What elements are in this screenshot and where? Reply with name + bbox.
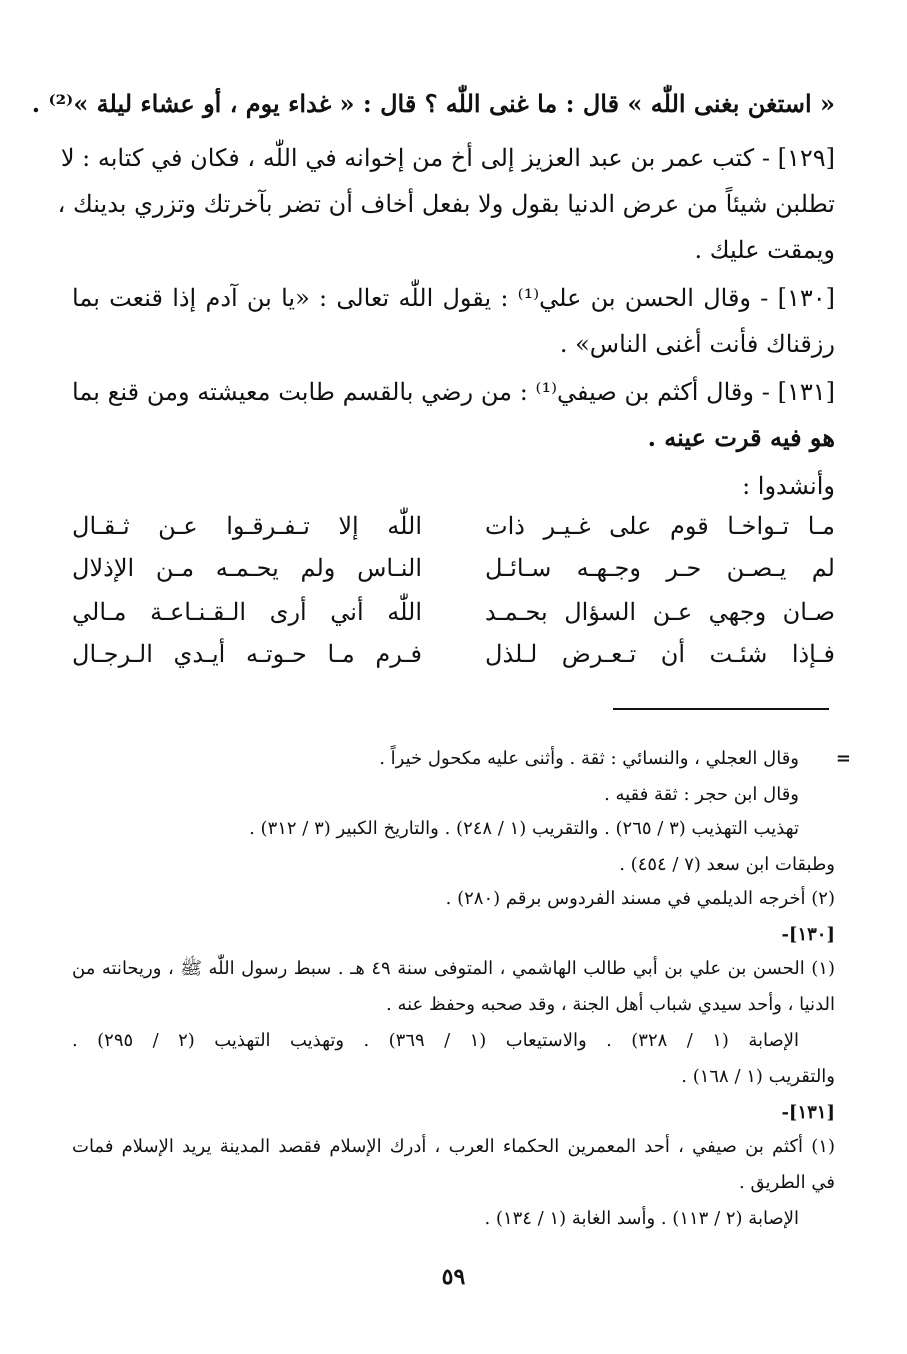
- entry-129-line: تطلبن شيئاً من عرض الدنيا بقول ولا بفعل أخاف أن تضر بآخرتك وتزري بدينك ،: [57, 190, 835, 218]
- footnote-line: الإصابة (١ / ٣٢٨) . والاستيعاب (١ / ٣٦٩) . وتهذيب التهذيب (٢ / ٢٩٥) .: [72, 1030, 800, 1051]
- verse-first-hemistich: مـا تـواخـا قوم على غـيـر ذات: [485, 512, 835, 540]
- poem-verse: [72, 634, 835, 674]
- footnote-line: (١) أكثم بن صيفي ، أحد المعمرين الحكماء العرب ، أدرك الإسلام فقصد المدينة يريد الإسلام فمات: [72, 1136, 835, 1157]
- poem-verse: [72, 506, 835, 546]
- footnote-line: والتقريب (١ / ١٦٨) .: [681, 1066, 835, 1087]
- entry-130-line: [١٣٠] - وقال الحسن بن علي⁽¹⁾ : يقول اللّٰه تعالى : «يا بن آدم إذا قنعت بما: [72, 284, 835, 312]
- verse-second-hemistich: فـرم مـا حـوتـه أيـدي الـرجـال: [72, 640, 422, 668]
- footnote-line: وقال العجلي ، والنسائي : ثقة . وأثنى عليه مكحول خيراً .: [379, 748, 799, 769]
- verse-second-hemistich: اللّٰه أني أرى الـقـنـاعـة مـالي: [72, 598, 422, 626]
- poem-intro: وأنشدوا :: [742, 472, 835, 500]
- verse-second-hemistich: اللّٰه إلا تـفـرقـوا عـن ثـقـال: [72, 512, 422, 540]
- footnote-divider: [613, 708, 829, 710]
- verse-first-hemistich: صـان وجهي عـن السؤال بحـمـد: [485, 598, 835, 626]
- footnote-section-heading: [١٣٠]-: [781, 924, 835, 945]
- footnote-line: تهذيب التهذيب (٣ / ٢٦٥) . والتقريب (١ / ٢٤٨) . والتاريخ الكبير (٣ / ٣١٢) .: [249, 818, 799, 839]
- entry-129-line: [١٢٩] - كتب عمر بن عبد العزيز إلى أخ من إخوانه في اللّٰه ، فكان في كتابه : لا: [60, 144, 835, 172]
- verse-first-hemistich: فـإذا شئـت أن تـعـرض لـلذل: [485, 640, 835, 668]
- poem-verse: [72, 548, 835, 588]
- page-number: ٥٩: [441, 1264, 466, 1290]
- footnote-line: وقال ابن حجر : ثقة فقيه .: [604, 784, 799, 805]
- text-line: « استغن بغنى اللّٰه » قال : ما غنى اللّٰه ؟ قال : « غداء يوم ، أو عشاء ليلة »⁽²⁾ .: [31, 89, 835, 118]
- footnote-line: (٢) أخرجه الديلمي في مسند الفردوس برقم (٢٨٠) .: [445, 888, 835, 909]
- footnote-line: وطبقات ابن سعد (٧ / ٤٥٤) .: [619, 854, 835, 875]
- entry-129-line: ويمقت عليك .: [694, 236, 835, 264]
- entry-130-line: رزقناك فأنت أغنى الناس» .: [559, 330, 835, 358]
- verse-second-hemistich: النـاس ولم يحـمـه مـن الإذلال: [72, 554, 422, 582]
- entry-131-line: هو فيه قرت عينه .: [647, 423, 835, 452]
- footnote-line: (١) الحسن بن علي بن أبي طالب الهاشمي ، المتوفى سنة ٤٩ هـ . سبط رسول اللّٰه ﷺ ، وريحانته من: [72, 958, 835, 979]
- footnote-line: في الطريق .: [739, 1172, 835, 1193]
- verse-first-hemistich: لم يـصـن حـر وجـهـه سـائـل: [485, 554, 835, 582]
- entry-131-line: [١٣١] - وقال أكثم بن صيفي⁽¹⁾ : من رضي بالقسم طابت معيشته ومن قنع بما: [72, 378, 835, 406]
- footnote-section-heading: [١٣١]-: [781, 1102, 835, 1123]
- footnote-line: الإصابة (٢ / ١١٣) . وأسد الغابة (١ / ١٣٤) .: [484, 1208, 799, 1229]
- footnote-line: الدنيا ، وأحد سيدي شباب أهل الجنة ، وقد صحبه وحفظ عنه .: [386, 994, 835, 1015]
- footnote-continuation-mark: =: [835, 748, 851, 769]
- poem-verse: [72, 592, 835, 632]
